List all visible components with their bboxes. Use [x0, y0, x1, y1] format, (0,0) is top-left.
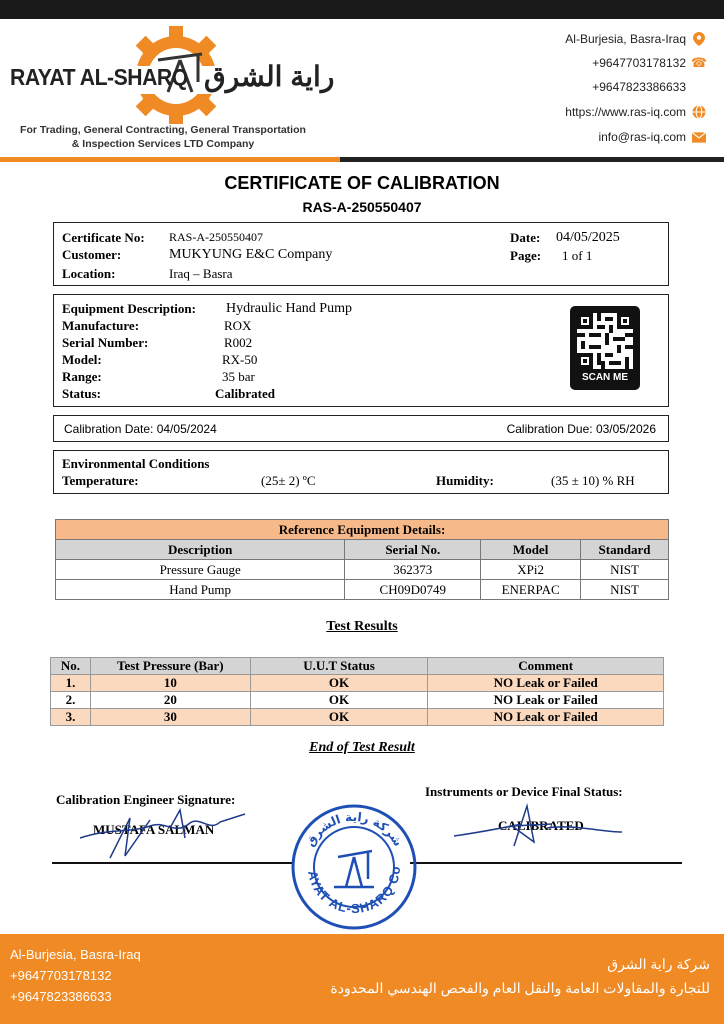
qr-code[interactable] — [570, 306, 640, 390]
phone-icon: ☎ — [690, 55, 708, 70]
table-row — [51, 675, 664, 692]
manufacture-label: Manufacture: — [62, 318, 140, 333]
calibration-due: Calibration Due: 03/05/2026 — [506, 422, 656, 436]
date-value: 04/05/2025 — [556, 230, 620, 245]
contact-phone-1-text: +9647703178132 — [592, 56, 686, 70]
reference-cell: NIST — [581, 580, 669, 600]
footer-phone-1[interactable]: +9647703178132 — [10, 968, 112, 983]
reference-col-serial: Serial No. — [345, 540, 481, 560]
test-cell: NO Leak or Failed — [428, 692, 664, 709]
company-logo — [8, 24, 338, 152]
test-cell: 10 — [90, 675, 250, 692]
equipment-desc-value: Hydraulic Hand Pump — [226, 301, 352, 316]
table-row — [51, 692, 664, 709]
test-cell: 20 — [90, 692, 250, 709]
serial-value: R002 — [224, 335, 253, 350]
reference-cell: XPi2 — [481, 560, 581, 580]
location-icon — [692, 32, 706, 46]
footer-address: Al-Burjesia, Basra-Iraq — [10, 947, 141, 962]
test-cell: 2. — [51, 692, 91, 709]
contact-email-text: info@ras-iq.com — [598, 130, 686, 144]
tagline-line1: For Trading, General Contracting, General Transportation — [20, 124, 306, 136]
test-col-pressure: Test Pressure (Bar) — [90, 658, 250, 675]
test-cell: 1. — [51, 675, 91, 692]
brand-name-ar: راية الشرق — [204, 61, 335, 92]
mail-icon — [692, 130, 706, 144]
equipment-desc-label: Equipment Description: — [62, 301, 196, 316]
reference-col-model: Model — [481, 540, 581, 560]
test-col-no: No. — [51, 658, 91, 675]
reference-cell: Hand Pump — [56, 580, 345, 600]
test-header-row — [51, 658, 664, 675]
environment-box — [53, 450, 669, 494]
reference-header-row — [56, 540, 669, 560]
temperature-label: Temperature: — [62, 473, 139, 488]
certificate-info-box — [53, 222, 669, 286]
test-cell: OK — [250, 675, 428, 692]
reference-cell: ENERPAC — [481, 580, 581, 600]
brand-name-en: RAYAT AL-SHARQ — [10, 64, 188, 90]
test-results-title: Test Results — [326, 619, 398, 634]
manufacture-value: ROX — [224, 318, 252, 333]
page-label: Page: — [510, 248, 542, 263]
page-value: 1 of 1 — [562, 248, 593, 263]
engineer-signature-scribble — [70, 808, 270, 868]
reference-equipment-table — [55, 519, 669, 600]
customer-value: MUKYUNG E&C Company — [169, 247, 333, 262]
test-cell: NO Leak or Failed — [428, 675, 664, 692]
engineer-signature-line — [52, 862, 292, 864]
model-label: Model: — [62, 352, 102, 367]
humidity-value: (35 ± 10) % RH — [551, 473, 635, 488]
calibration-dates-box — [53, 415, 669, 442]
test-cell: OK — [250, 709, 428, 726]
engineer-name: MUSTAFA SALMAN — [93, 822, 215, 837]
location-value: Iraq – Basra — [169, 266, 233, 281]
table-row — [56, 560, 669, 580]
header-top-bar — [0, 0, 724, 19]
temperature-value: (25± 2) ºC — [261, 473, 316, 488]
environment-title: Environmental Conditions — [62, 456, 210, 471]
footer-phone-2[interactable]: +9647823386633 — [10, 989, 112, 1004]
contact-email[interactable] — [598, 128, 706, 146]
test-cell: OK — [250, 692, 428, 709]
serial-label: Serial Number: — [62, 335, 149, 350]
test-col-status: U.U.T Status — [250, 658, 428, 675]
humidity-label: Humidity: — [436, 473, 494, 488]
test-cell: 3. — [51, 709, 91, 726]
scan-me-label: SCAN ME — [581, 372, 629, 383]
contact-phone-1[interactable] — [592, 54, 706, 72]
contact-address — [565, 30, 706, 48]
footer-description-ar: للتجارة والمقاولات العامة والنقل العام والفحص الهندسي المحدودة — [330, 980, 710, 996]
cert-no-value: RAS-A-250550407 — [169, 230, 264, 244]
range-value: 35 bar — [222, 369, 255, 384]
test-col-comment: Comment — [428, 658, 664, 675]
final-status-signature-line — [410, 862, 682, 864]
svg-text:شركة راية الشرق: شركة راية الشرق — [302, 809, 406, 849]
final-status-value: CALIBRATED — [498, 818, 584, 833]
contact-phone-2-text: +9647823386633 — [592, 80, 686, 94]
calibration-date: Calibration Date: 04/05/2024 — [64, 422, 217, 436]
reference-title: Reference Equipment Details: — [56, 520, 669, 540]
qr-code-icon — [577, 313, 633, 369]
contact-phone-2[interactable] — [592, 78, 686, 96]
status-label: Status: — [62, 386, 102, 401]
svg-text:RAYAT AL-SHARQ Co.: AYAT AL-SHARQ Co — [305, 864, 404, 917]
header-divider-dark — [340, 157, 724, 162]
reference-title-row — [56, 520, 669, 540]
final-status-signature — [452, 802, 632, 852]
engineer-signature-label: Calibration Engineer Signature: — [56, 792, 236, 807]
contact-website[interactable] — [565, 103, 706, 121]
certificate-code: RAS-A-250550407 — [302, 199, 422, 215]
equipment-box — [53, 294, 669, 407]
location-label: Location: — [62, 266, 116, 281]
range-label: Range: — [62, 369, 102, 384]
cert-no-label: Certificate No: — [62, 230, 145, 245]
table-row — [56, 580, 669, 600]
test-cell: NO Leak or Failed — [428, 709, 664, 726]
table-row — [51, 709, 664, 726]
company-stamp — [290, 803, 418, 931]
contact-website-text: https://www.ras-iq.com — [565, 105, 686, 119]
globe-icon — [692, 105, 706, 119]
reference-cell: CH09D0749 — [345, 580, 481, 600]
final-status-label: Instruments or Device Final Status: — [425, 784, 623, 799]
end-of-test-text: End of Test Result — [309, 740, 415, 755]
model-value: RX-50 — [222, 352, 258, 367]
date-label: Date: — [510, 230, 541, 245]
footer-company-ar: شركة راية الشرق — [607, 956, 710, 972]
stamp-graphic — [290, 803, 418, 931]
reference-cell: NIST — [581, 560, 669, 580]
reference-col-standard: Standard — [581, 540, 669, 560]
footer — [0, 934, 724, 1024]
customer-label: Customer: — [62, 247, 122, 262]
status-value: Calibrated — [215, 386, 275, 401]
test-results-table — [50, 657, 664, 726]
test-cell: 30 — [90, 709, 250, 726]
reference-cell: 362373 — [345, 560, 481, 580]
reference-col-description: Description — [56, 540, 345, 560]
reference-cell: Pressure Gauge — [56, 560, 345, 580]
contact-address-text: Al-Burjesia, Basra-Iraq — [565, 32, 686, 46]
tagline-line2: & Inspection Services LTD Company — [71, 138, 255, 150]
document-title: CERTIFICATE OF CALIBRATION — [224, 173, 500, 193]
